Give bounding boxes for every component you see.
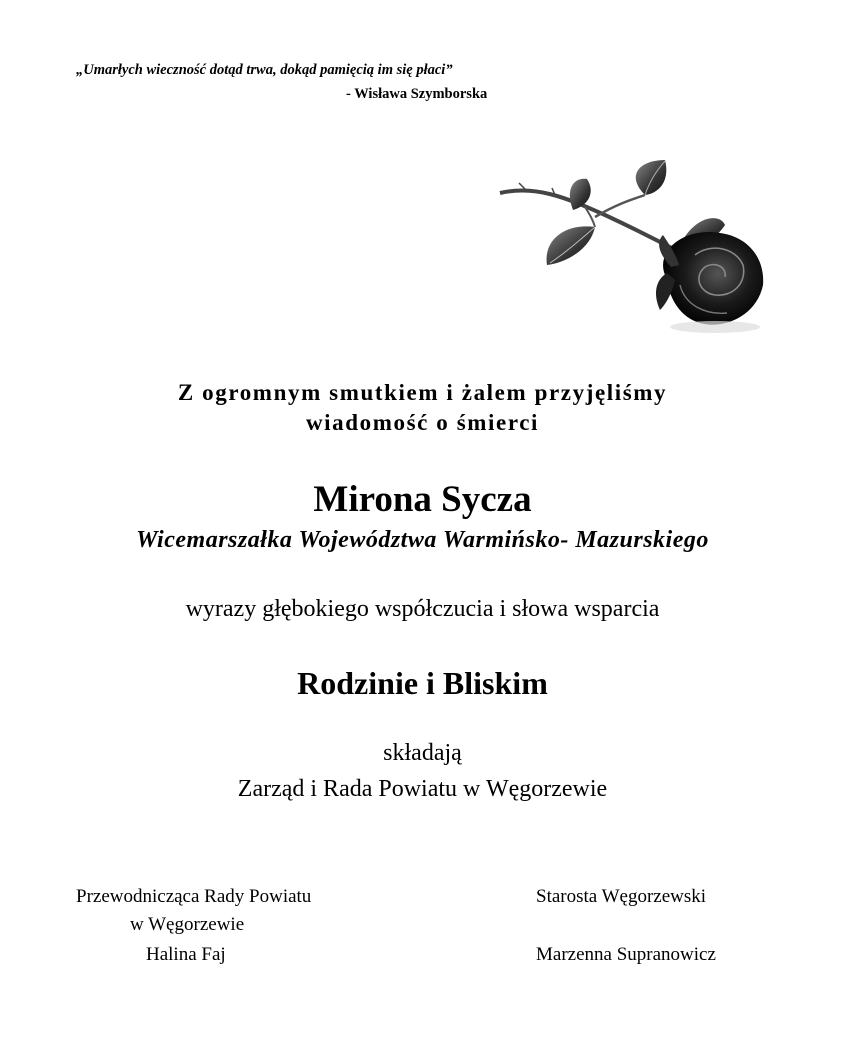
left-signature-role-line-1: Przewodnicząca Rady Powiatu [76, 886, 312, 907]
right-signature-name: Marzenna Supranowicz [536, 944, 716, 965]
left-signature-name: Halina Faj [146, 944, 226, 965]
epigraph-author: - Wisława Szymborska [346, 86, 488, 102]
announcement-line-2: wiadomość o śmierci [305, 410, 540, 435]
rose-icon [495, 155, 770, 335]
left-signature-role-line-2: w Węgorzewie [130, 914, 245, 935]
submitting-board: Zarząd i Rada Powiatu w Węgorzewie [237, 776, 608, 802]
epigraph-quote: „Umarłych wieczność dotąd trwa, dokąd pamięcią im się płaci” [76, 62, 453, 78]
deceased-title: Wicemarszałka Województwa Warmińsko- Mazurskiego [136, 527, 709, 553]
right-signature-role: Starosta Węgorzewski [536, 886, 707, 907]
condolence-text: wyrazy głębokiego współczucia i słowa wsparcia [185, 596, 660, 622]
announcement-line-1: Z ogromnym smutkiem i żalem przyjęliśmy [177, 380, 668, 405]
submitted-verb: składają [383, 740, 462, 766]
deceased-name: Mirona Sycza [313, 479, 532, 520]
announcement-heading [0, 378, 845, 438]
recipients-heading: Rodzinie i Bliskim [297, 665, 548, 701]
